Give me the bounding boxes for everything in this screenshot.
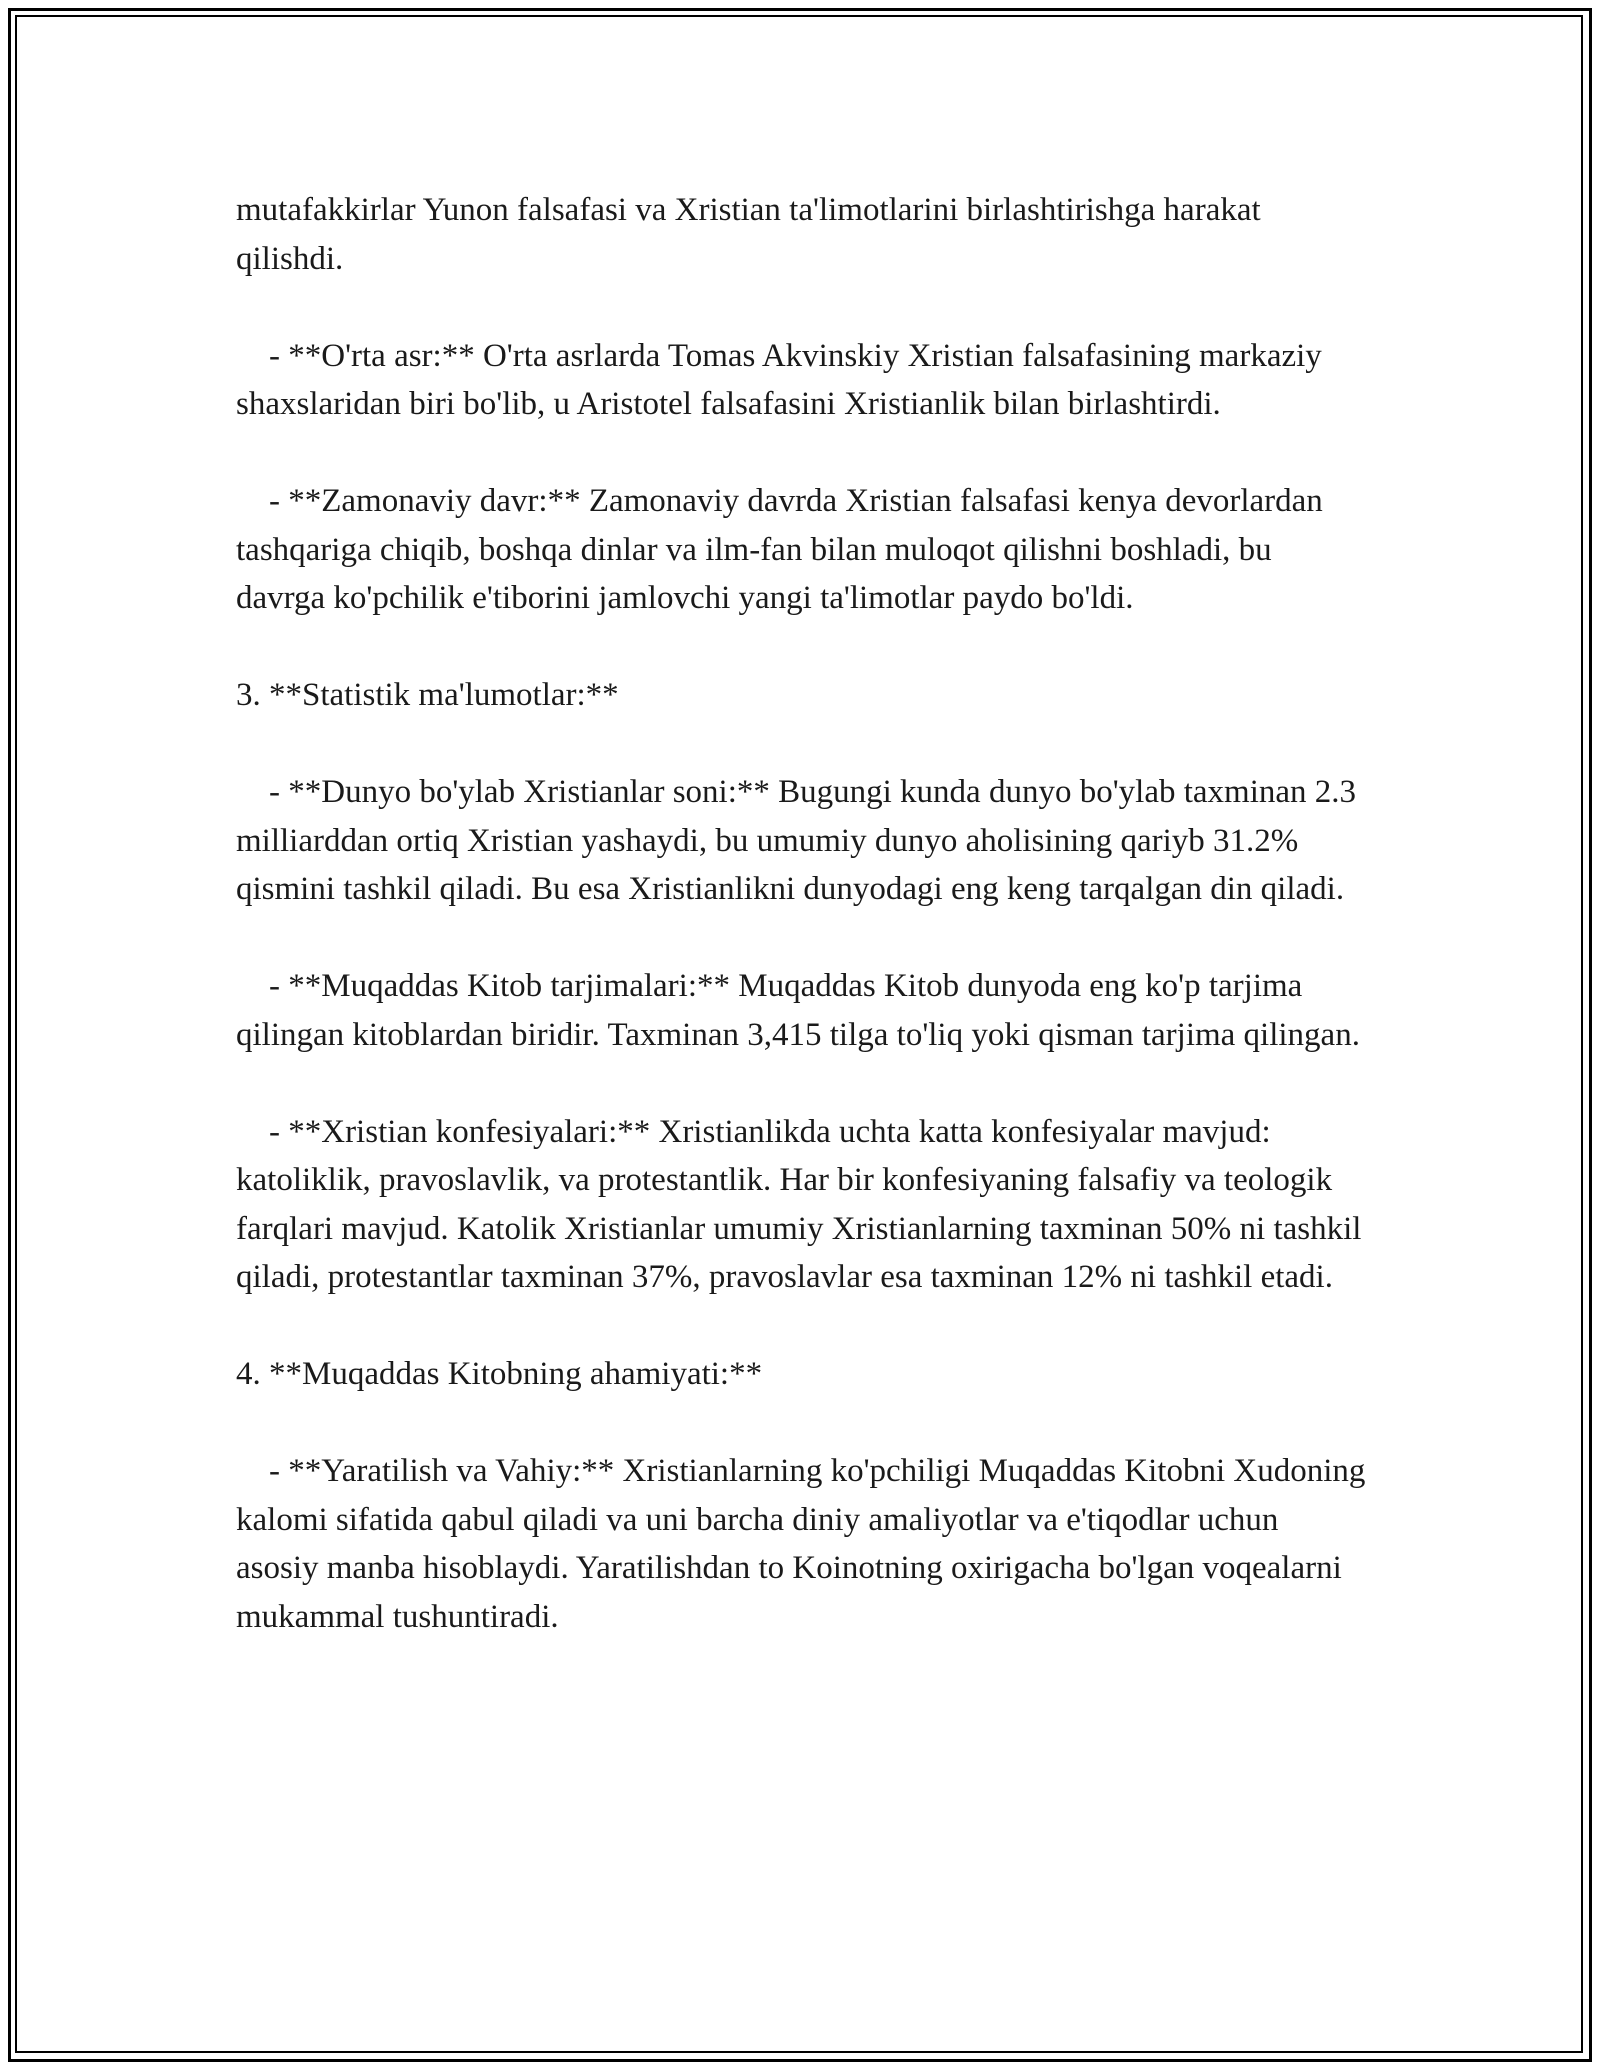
- document-body: [236, 186, 1374, 1641]
- paragraph-modern-era: - **Zamonaviy davr:** Zamonaviy davrda Xristian falsafasi kenya devorlardan tashqariga chiqib, boshqa dinlar va ilm-fan bilan muloqot qilishni boshladi, bu davrga ko'pchilik e'tiborini jamlovchi yangi ta'limotlar paydo bo'ldi.: [236, 483, 1332, 616]
- paragraph-christian-population: - **Dunyo bo'ylab Xristianlar soni:** Bugungi kunda dunyo bo'ylab taxminan 2.3 milliarddan ortiq Xristian yashaydi, bu umumiy dunyo aholisining qariyb 31.2% qismini tashkil qiladi. Bu esa Xristianlikni dunyodagi eng keng tarqalgan din qiladi.: [236, 774, 1365, 907]
- paragraph-denominations: - **Xristian konfesiyalari:** Xristianlikda uchta katta konfesiyalar mavjud: katoliklik, pravoslavlik, va protestantlik. Har bir konfesiyaning falsafiy va teologik farqlari mavjud. Katolik Xristianlar umumiy Xristianlarning taxminan 50% ni tashkil qiladi, protestantlar taxminan 37%, pravoslavlar esa taxminan 12% ni tashkil etadi.: [236, 1113, 1370, 1295]
- section-heading-bible-importance: 4. **Muqaddas Kitobning ahamiyati:**: [236, 1356, 763, 1392]
- paragraph-bible-translations: - **Muqaddas Kitob tarjimalari:** Muqaddas Kitob dunyoda eng ko'p tarjima qilingan kitoblardan biridir. Taxminan 3,415 tilga to'liq yoki qisman tarjima qilingan.: [236, 968, 1360, 1053]
- section-heading-statistics: 3. **Statistik ma'lumotlar:**: [236, 677, 619, 713]
- paragraph-medieval: - **O'rta asr:** O'rta asrlarda Tomas Akvinskiy Xristian falsafasining markaziy shaxslaridan biri bo'lib, u Aristotel falsafasini Xristianlik bilan birlashtirdi.: [236, 337, 1331, 422]
- paragraph-intro-continuation: mutafakkirlar Yunon falsafasi va Xristian ta'limotlarini birlashtirishga harakat qilishdi.: [236, 192, 1269, 277]
- paragraph-creation-revelation: - **Yaratilish va Vahiy:** Xristianlarning ko'pchiligi Muqaddas Kitobni Xudoning kalomi sifatida qabul qiladi va uni barcha diniy amaliyotlar va e'tiqodlar uchun asosiy manba hisoblaydi. Yaratilishdan to Koinotning oxirigacha bo'lgan voqealarni mukammal tushuntiradi.: [236, 1453, 1374, 1635]
